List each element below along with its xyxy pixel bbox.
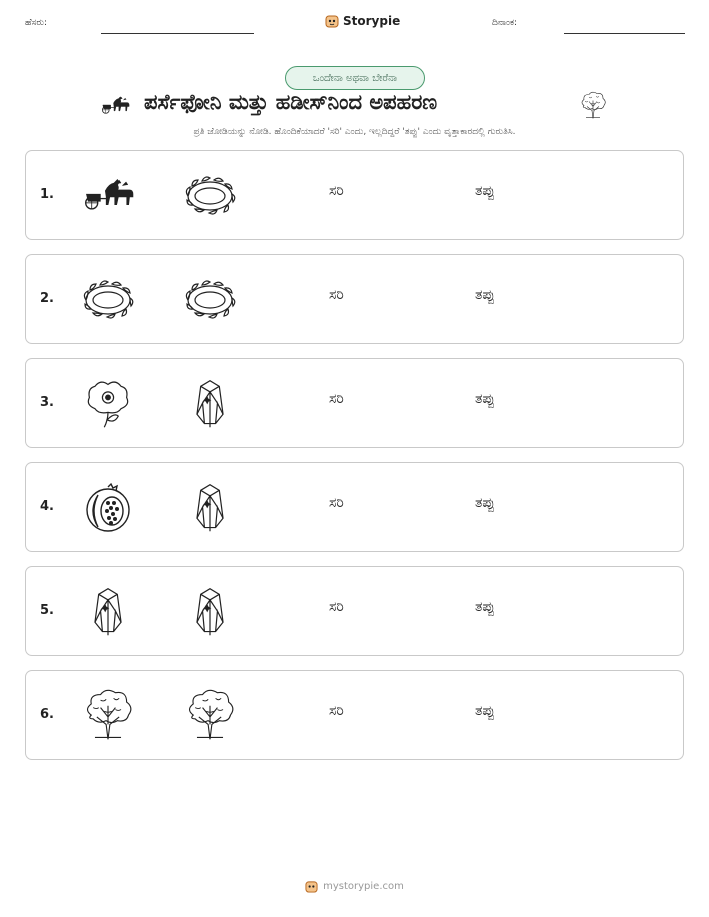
chariot-icon [98, 93, 132, 119]
brand-logo [325, 14, 400, 28]
question-row [25, 254, 684, 344]
true-option[interactable]: ಸರಿ [329, 287, 344, 303]
title-row [0, 88, 709, 122]
wreath-icon [180, 273, 240, 327]
false-option[interactable]: ತಪ್ಪು [475, 391, 495, 407]
tree-icon [578, 91, 608, 121]
pomegranate-icon [78, 481, 138, 535]
question-row [25, 358, 684, 448]
question-number: 6. [40, 707, 54, 722]
true-option[interactable]: ಸರಿ [329, 495, 344, 511]
false-option[interactable]: ತಪ್ಪು [475, 287, 495, 303]
storypie-logo-icon [325, 14, 339, 28]
question-number: 1. [40, 187, 54, 202]
false-option[interactable]: ತಪ್ಪು [475, 703, 495, 719]
true-option[interactable]: ಸರಿ [329, 703, 344, 719]
true-option[interactable]: ಸರಿ [329, 391, 344, 407]
wreath-icon [180, 169, 240, 223]
crystal-icon [78, 585, 138, 639]
instructions: ಪ್ರತಿ ಜೋಡಿಯನ್ನು ನೋಡಿ. ಹೊಂದಿಕೆಯಾದರೆ 'ಸರಿ' ಎಂದು, ಇಲ್ಲದಿದ್ದರೆ 'ತಪ್ಪು' ಎಂದು ವೃತ್ತಾಕಾರದಲ್ಲಿ ಗುರುತಿಸಿ. [193, 127, 516, 137]
flower-icon [78, 377, 138, 431]
question-number: 4. [40, 499, 54, 514]
question-row [25, 670, 684, 760]
storypie-logo-icon [305, 880, 318, 893]
brand-name: Storypie [343, 14, 401, 28]
question-number: 2. [40, 291, 54, 306]
question-number: 3. [40, 395, 54, 410]
page-footer [0, 880, 709, 893]
tree-icon [180, 689, 240, 743]
crystal-icon [180, 481, 240, 535]
crystal-icon [180, 377, 240, 431]
wreath-icon [78, 273, 138, 327]
false-option[interactable]: ತಪ್ಪು [475, 183, 495, 199]
date-label: ದಿನಾಂಕ: [492, 18, 518, 28]
false-option[interactable]: ತಪ್ಪು [475, 495, 495, 511]
footer-site[interactable]: mystorypie.com [323, 881, 404, 892]
worksheet-header [0, 14, 709, 38]
true-option[interactable]: ಸರಿ [329, 599, 344, 615]
false-option[interactable]: ತಪ್ಪು [475, 599, 495, 615]
name-field-line[interactable] [101, 33, 254, 34]
chariot-icon [78, 169, 138, 223]
tree-icon [78, 689, 138, 743]
activity-tag: ಒಂದೇನಾ ಅಥವಾ ಬೇರೆನಾ [285, 66, 425, 90]
name-label: ಹೆಸರು: [25, 18, 48, 28]
question-number: 5. [40, 603, 54, 618]
date-field-line[interactable] [564, 33, 685, 34]
page-title: ಪರ್ಸೆಫೋನಿ ಮತ್ತು ಹಡೀಸ್‌ನಿಂದ ಅಪಹರಣ [144, 90, 438, 114]
question-row [25, 462, 684, 552]
question-row [25, 150, 684, 240]
true-option[interactable]: ಸರಿ [329, 183, 344, 199]
crystal-icon [180, 585, 240, 639]
question-row [25, 566, 684, 656]
